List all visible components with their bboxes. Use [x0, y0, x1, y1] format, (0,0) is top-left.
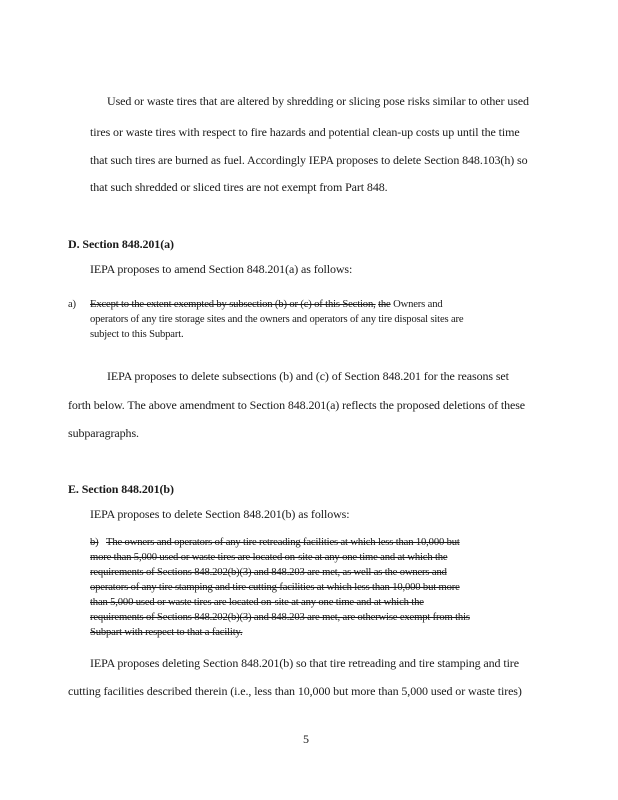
section-e-rule-line-4 [90, 582, 460, 594]
intro-line-1: Used or waste tires that are altered by shredding or slicing pose risks similar to other used [107, 94, 529, 108]
section-e-heading: E. Section 848.201(b) [68, 482, 174, 496]
struck-text: any tire [225, 537, 257, 548]
page-number: 5 [303, 732, 309, 746]
section-d-heading: D. Section 848.201(a) [68, 237, 174, 251]
section-e-rule-line-2 [90, 552, 447, 564]
section-e-explanation-line-2: cutting facilities described therein (i.e., less than 10,000 but more than 5,000 used or waste tires) [68, 684, 522, 698]
struck-text: the [378, 299, 391, 310]
section-d-explanation-line-2: forth below. The above amendment to Section 848.201(a) reflects the proposed deletions of these [68, 398, 526, 412]
struck-text: more than 5,000 used or waste tires are located on-site at any one time and at which the [90, 552, 448, 563]
section-e-rule-line-1 [90, 537, 460, 549]
struck-text: less than 10,000 but [377, 537, 460, 548]
struck-text: b) [90, 537, 99, 548]
section-d-explanation-line-3: subparagraphs. [68, 426, 139, 440]
struck-text: than 5,000 used or waste tires are located on-site at any one time and at which the [90, 597, 424, 608]
struck-text: Except to the extent exempted by subsection (b) or (c) of this Section, [90, 299, 376, 310]
intro-line-4: that such shredded or sliced tires are not exempt from Part 848. [90, 180, 388, 194]
struck-text: Subpart with respect to that a facility. [90, 627, 243, 638]
section-d-rule-line-2: operators of any tire storage sites and the owners and operators of any tire disposal sites are [90, 314, 464, 325]
section-d-explanation-line-1: IEPA proposes to delete subsections (b) and (c) of Section 848.201 for the reasons set [107, 369, 509, 383]
section-d-rule-marker: a) [68, 299, 76, 310]
section-d-rule-line-1 [90, 299, 443, 311]
section-e-explanation-line-1: IEPA proposes deleting Section 848.201(b) so that tire retreading and tire stamping and tire [90, 656, 519, 670]
section-d-intro: IEPA proposes to amend Section 848.201(a) as follows: [90, 262, 353, 276]
section-e-rule-line-7 [90, 627, 242, 639]
intro-line-3: that such tires are burned as fuel. Accordingly IEPA proposes to delete Section 848.103(h) so [90, 153, 528, 167]
struck-text: requirements of Sections 848.202(b)(3) and 848.203 are met, as well as the owners and [90, 567, 447, 578]
section-e-intro: IEPA proposes to delete Section 848.201(b) as follows: [90, 507, 350, 521]
struck-text: requirements of Sections 848.202(b)(3) and 848.203 are met, are otherwise exempt from this [90, 612, 470, 623]
struck-text: The owners and operators of [106, 537, 226, 548]
section-e-rule-line-3 [90, 567, 447, 579]
section-d-rule-line-3: subject to this Subpart. [90, 329, 184, 340]
struck-text: operators of any tire stamping and tire cutting facilities at which less than 10,000 but more [90, 582, 460, 593]
rule-text: Owners and [393, 299, 443, 310]
struck-text: retreading facilities at which [256, 537, 378, 548]
section-e-rule-line-5 [90, 597, 424, 609]
intro-line-2: tires or waste tires with respect to fire hazards and potential clean-up costs up until the time [90, 125, 520, 139]
section-e-rule-line-6 [90, 612, 470, 624]
